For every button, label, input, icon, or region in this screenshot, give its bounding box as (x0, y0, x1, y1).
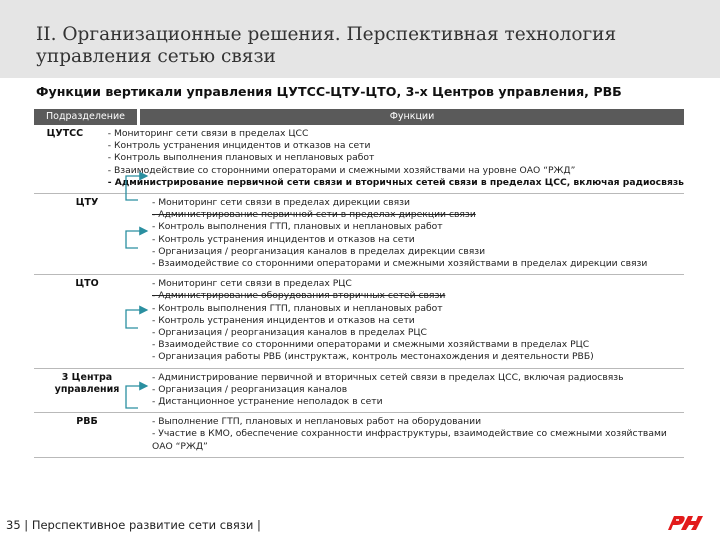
function-item: - Мониторинг сети связи в пределах дирекции связи (152, 197, 411, 209)
functions-cell (96, 125, 684, 193)
function-item: - Организация / реорганизация каналов в пределах РЦС (152, 327, 427, 339)
function-item: - Контроль устранения инцидентов и отказов на сети (152, 233, 415, 245)
function-item: - Организация / реорганизация каналов в пределах дирекции связи (152, 245, 486, 257)
function-item: - Администрирование первичной и вторичных сетей связи в пределах ЦСС, включая радиосвязь (152, 371, 624, 383)
function-item: - Мониторинг сети связи в пределах ЦСС (107, 128, 309, 139)
footer-text: 35 | Перспективное развитие сети связи | (6, 518, 261, 532)
rzd-logo-icon (664, 510, 708, 536)
function-item: - Взаимодействие со сторонними операторами и смежными хозяйствами в пределах РЦС (152, 339, 590, 351)
function-item: - Организация / реорганизация каналов (152, 383, 348, 395)
unit-cell: ЦТО (75, 278, 99, 290)
function-item: - Администрирование оборудования вторичных сетей связи (152, 290, 446, 302)
unit-cell: ЦУТСС (46, 128, 84, 139)
table-header (34, 109, 684, 125)
unit-cell: 3 Центра управления (54, 371, 120, 395)
functions-cell (140, 369, 684, 413)
page-subtitle: Функции вертикали управления ЦУТСС-ЦТУ-ЦТО, 3-х Центров управления, РВБ (36, 84, 622, 99)
table-row (34, 125, 684, 194)
footer (0, 513, 720, 540)
function-item: - Администрирование первичной сети в пределах дирекции связи (152, 209, 476, 221)
function-item: - Контроль выполнения ГТП, плановых и неплановых работ (152, 221, 443, 233)
functions-table (34, 109, 684, 458)
function-item: - Дистанционное устранение неполадок в сети (152, 396, 383, 408)
function-item: - Администрирование первичной сети связи и вторичных сетей связи в пределах ЦСС, включая радиосвязь (107, 176, 684, 188)
unit-cell: ЦТУ (75, 197, 99, 209)
function-item: - Мониторинг сети связи в пределах РЦС (152, 278, 352, 290)
table-header-unit: Подразделение (34, 109, 137, 125)
functions-cell (140, 413, 684, 457)
function-item: - Взаимодействие со сторонними операторами и смежными хозяйствами в пределах дирекции связи (152, 258, 648, 270)
functions-cell (140, 275, 684, 367)
table-row (34, 194, 684, 275)
header-band (0, 0, 720, 78)
function-item: - Контроль устранения инцидентов и отказов на сети (107, 140, 371, 152)
function-item: - Участие в КМО, обеспечение сохранности инфраструктуры, взаимодействие со смежными хозяйствами ОАО “РЖД” (152, 428, 667, 452)
unit-cell: РВБ (76, 416, 98, 428)
table-header-functions: Функции (140, 109, 684, 125)
function-item: - Выполнение ГТП, плановых и неплановых работ на оборудовании (152, 416, 482, 428)
function-item: - Контроль выполнения плановых и неплановых работ (107, 152, 375, 164)
function-item: - Контроль устранения инцидентов и отказов на сети (152, 314, 415, 326)
table-row (34, 369, 684, 414)
function-item: - Организация работы РВБ (инструктаж, контроль местонахождения и деятельности РВБ) (152, 351, 594, 363)
function-item: - Взаимодействие со сторонними операторами и смежными хозяйствами на уровне ОАО “РЖД” (107, 164, 576, 176)
functions-cell (140, 194, 684, 274)
function-item: - Контроль выполнения ГТП, плановых и неплановых работ (152, 302, 443, 314)
table-row (34, 275, 684, 368)
table-row (34, 413, 684, 458)
page-title: II. Организационные решения. Перспективная технология управления сетью связи (36, 24, 617, 67)
